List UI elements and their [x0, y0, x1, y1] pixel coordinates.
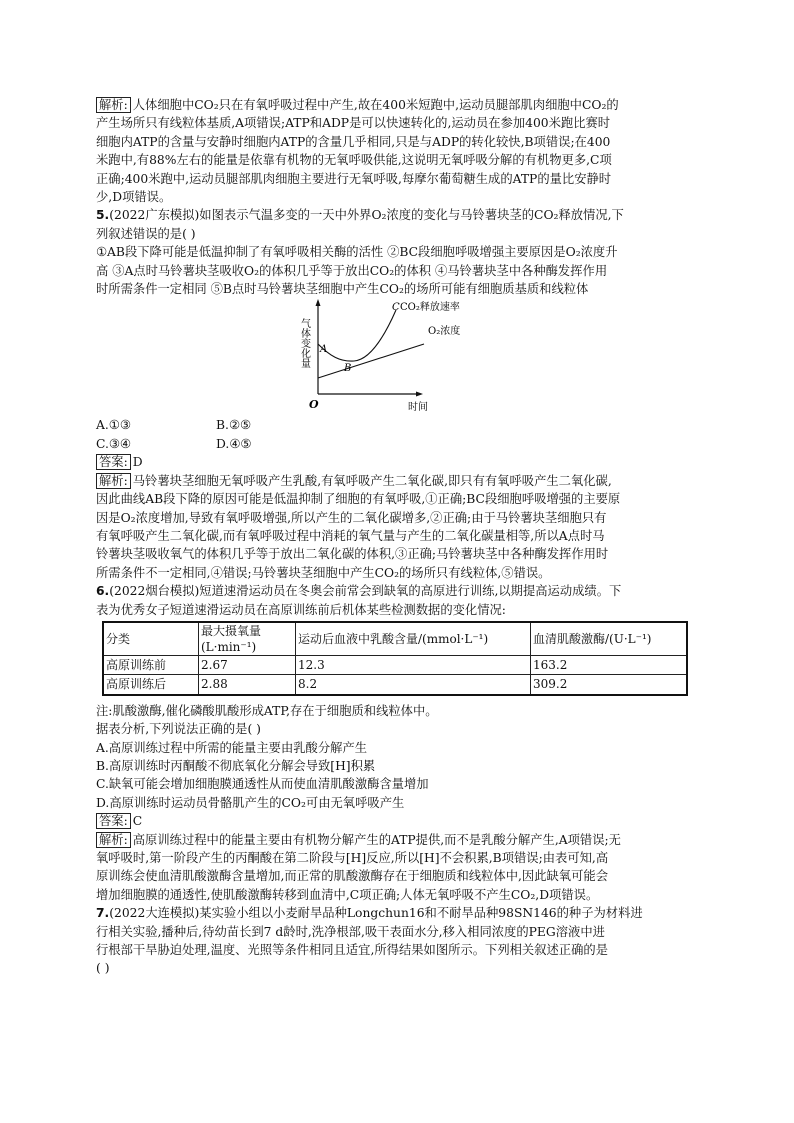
option-b: B.高原训练时丙酮酸不彻底氧化分解会导致[H]积累: [96, 758, 376, 773]
o2-curve-label: O₂浓度: [428, 326, 461, 338]
y-axis-label: 气体变化量: [298, 318, 310, 369]
stem-line: ①AB段下降可能是低温抑制了有氧呼吸相关酶的活性 ②BC段细胞呼吸增强主要原因是O₂浓度升: [96, 245, 618, 260]
question-prompt: 据表分析,下列说法正确的是( ): [96, 722, 261, 737]
answer-value: D: [132, 455, 143, 470]
stem-line: 表为优秀女子短道速滑运动员在高原训练前后机体某些检测数据的变化情况:: [96, 602, 506, 617]
o2-concentration-line: [318, 344, 424, 378]
question-number: 7.: [96, 906, 110, 921]
x-axis-arrow: [416, 392, 423, 397]
analysis-line: 米跑中,有88%左右的能量是依靠有机物的无氧呼吸供能,这说明无氧呼吸分解的有机物更多,C项: [96, 153, 612, 168]
x-axis-label: 时间: [408, 402, 428, 414]
analysis-line: 原训练会使血清肌酸激酶含量增加,而正常的肌酸激酶存在于细胞质和线粒体中,因此缺氧可能会: [96, 869, 608, 884]
analysis-line: 高原训练过程中的能量主要由有机物分解产生的ATP提供,而不是乳酸分解产生,A项错误;无: [132, 832, 621, 847]
analysis-line: 有氧呼吸产生二氧化碳,而有氧呼吸过程中消耗的氧气量与产生的二氧化碳量相等,所以A点时马: [96, 528, 605, 543]
point-c-label: C: [392, 302, 400, 314]
gas-change-graph: [296, 298, 496, 416]
stem-line: (2022烟台模拟)短道速滑运动员在冬奥会前常会到缺氧的高原进行训练,以期提高运动成绩。下: [109, 584, 622, 599]
analysis-label: 解析:: [96, 97, 131, 113]
analysis-label: 解析:: [96, 832, 131, 848]
table-cell: 309.2: [531, 675, 688, 695]
option-a: A.①③: [96, 418, 131, 433]
stem-line: ( ): [96, 961, 110, 976]
question-number: 6.: [96, 584, 110, 599]
origin-label: O: [309, 398, 319, 412]
analysis-line: 人体细胞中CO₂只在有氧呼吸过程中产生,故在400米短跑中,运动员腿部肌肉细胞中CO₂的: [132, 98, 619, 112]
point-b-label: B: [344, 363, 352, 375]
table-header-cell: 血清肌酸激酶/(U·L⁻¹): [531, 622, 688, 656]
stem-line: 列叙述错误的是( ): [96, 226, 196, 241]
analysis-line: 所需条件不一定相同,④错误;马铃薯块茎细胞中产生CO₂的场所只有线粒体,⑤错误。: [96, 565, 551, 580]
analysis-line: 增加细胞膜的通透性,使肌酸激酶转移到血清中,C项正确;人体无氧呼吸不产生CO₂,D项错误。: [96, 887, 599, 902]
question-6: [96, 582, 700, 904]
stem-line: 行根部干旱胁迫处理,温度、光照等条件相同且适宜,所得结果如图所示。下列相关叙述正确的是: [96, 943, 608, 958]
analysis-line: 氧呼吸时,第一阶段产生的丙酮酸在第二阶段与[H]反应,所以[H]不会积累,B项错误;由表可知,高: [96, 851, 609, 865]
analysis-line: 产生场所只有线粒体基质,A项错误;ATP和ADP是可以快速转化的,运动员在参加400米跑比赛时: [96, 116, 611, 131]
question-number: 5.: [96, 208, 110, 223]
point-a-label: A: [320, 344, 328, 356]
table-cell: 高原训练前: [103, 655, 199, 674]
table-header-row: [103, 622, 687, 656]
table-header-cell: 分类: [103, 622, 199, 656]
table-row: [103, 655, 687, 674]
table-cell: 高原训练后: [103, 675, 199, 695]
analysis-line: 正确;400米跑中,运动员腿部肌肉细胞主要进行无氧呼吸,每摩尔葡萄糖生成的ATP的量比安静时: [96, 171, 612, 186]
option-d: D.④⑤: [216, 436, 252, 451]
table-cell: 2.88: [199, 675, 296, 695]
stem-line: 时所需条件一定相同 ⑤B点时马铃薯块茎细胞中产生CO₂的场所可能有细胞质基质和线粒体: [96, 282, 589, 297]
analysis-line: 马铃薯块茎细胞无氧呼吸产生乳酸,有氧呼吸产生二氧化碳,即只有有氧呼吸产生二氧化碳,: [132, 473, 612, 488]
table-note: 注:肌酸激酶,催化磷酸肌酸形成ATP,存在于细胞质和线粒体中。: [96, 703, 438, 718]
answer-value: C: [132, 814, 143, 829]
analysis-line: 因此曲线AB段下降的原因可能是低温抑制了细胞的有氧呼吸,①正确;BC段细胞呼吸增强的主要原: [96, 492, 621, 507]
stem-line: 行相关实验,播种后,待幼苗长到7 d龄时,洗净根部,吸干表面水分,移入相同浓度的PEG溶液中进: [96, 924, 605, 939]
co2-curve-label: CO₂释放速率: [400, 302, 460, 314]
answer-label: 答案:: [96, 813, 131, 829]
q5-options: [96, 416, 700, 453]
q4-analysis: [96, 96, 700, 206]
table-header-cell: 运动后血液中乳酸含量/(mmol·L⁻¹): [296, 622, 531, 656]
y-axis-arrow: [316, 299, 321, 306]
question-7: [96, 904, 700, 978]
option-c: C.缺氧可能会增加细胞膜通透性从而使血清肌酸激酶含量增加: [96, 777, 429, 792]
page-content: [96, 96, 700, 978]
analysis-label: 解析:: [96, 473, 131, 489]
stem-line: (2022大连模拟)某实验小组以小麦耐旱品种Longchun16和不耐旱品种98SN146的种子为材料进: [109, 906, 643, 921]
option-c: C.③④: [96, 436, 131, 451]
option-d: D.高原训练时运动员骨骼肌产生的CO₂可由无氧呼吸产生: [96, 795, 405, 810]
training-data-table: [102, 621, 688, 696]
analysis-line: 因是O₂浓度增加,导致有氧呼吸增强,所以产生的二氧化碳增多,②正确;由于马铃薯块茎细胞只有: [96, 510, 607, 525]
analysis-line: 细胞内ATP的含量与安静时细胞内ATP的含量几乎相同,只是与ADP的转化较快,B项错误;在400: [96, 134, 611, 149]
table-cell: 8.2: [296, 675, 531, 695]
gas-change-figure: [296, 298, 496, 416]
answer-label: 答案:: [96, 454, 131, 470]
table-cell: 12.3: [296, 655, 531, 674]
table-row: [103, 675, 687, 695]
option-a: A.高原训练过程中所需的能量主要由乳酸分解产生: [96, 740, 368, 755]
stem-line: (2022广东模拟)如图表示气温多变的一天中外界O₂浓度的变化与马铃薯块茎的CO₂释放情况,下: [109, 208, 624, 223]
option-b: B.②⑤: [216, 418, 251, 433]
table-cell: 163.2: [531, 655, 688, 674]
question-5: [96, 206, 700, 582]
analysis-line: 少,D项错误。: [96, 190, 172, 205]
table-cell: 2.67: [199, 655, 296, 674]
analysis-line: 铃薯块茎吸收氧气的体积几乎等于放出二氧化碳的体积,③正确;马铃薯块茎中各种酶发挥作用时: [96, 547, 609, 562]
stem-line: 高 ③A点时马铃薯块茎吸收O₂的体积几乎等于放出CO₂的体积 ④马铃薯块茎中各种酶发挥作用: [96, 263, 608, 278]
table-header-cell: 最大摄氧量 (L·min⁻¹): [199, 622, 296, 656]
co2-release-curve: [318, 310, 396, 361]
